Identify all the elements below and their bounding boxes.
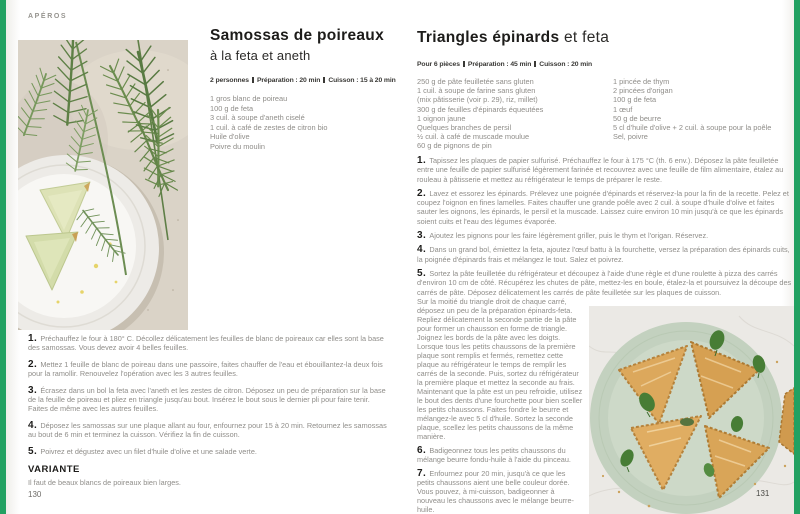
- ingredient-item: 100 g de feta: [613, 95, 657, 105]
- left-ingredients-list: [210, 94, 398, 152]
- prep-time: Préparation : 20 min: [256, 77, 321, 84]
- left-recipe-subtitle: à la feta et aneth: [210, 48, 311, 63]
- recipe-step: [417, 189, 794, 226]
- step-number: 4.: [28, 419, 38, 431]
- recipe-step: [28, 334, 389, 353]
- step-number: 5.: [28, 445, 38, 457]
- step-number: 3.: [28, 384, 38, 396]
- ingredient-item: 3 cuil. à soupe d'aneth ciselé: [210, 113, 305, 123]
- recipe-step: [28, 360, 389, 379]
- ingredient-item: 1 gros blanc de poireau: [210, 94, 288, 103]
- right-ingredients-col2: [613, 77, 794, 151]
- step-text: Préchauffez le four à 180° C. Décollez délicatement les feuilles de blanc de poireaux car elles sont la base des samossas. Vous devez avoir 4 belles feuilles.: [28, 334, 384, 353]
- right-recipe-meta: [417, 61, 794, 68]
- right-recipe-photo: [589, 306, 794, 514]
- section-label: APÉROS: [28, 13, 68, 20]
- recipe-step: [417, 446, 583, 464]
- servings: 2 personnes: [210, 77, 249, 84]
- variant-heading: VARIANTE: [28, 464, 80, 476]
- left-recipe-photo: [18, 40, 188, 330]
- ingredient-item: 5 cl d'huile d'olive + 2 cuil. à soupe pour la poêle: [613, 123, 772, 133]
- step-text: Poivrez et dégustez avec un filet d'huile d'olive et une salade verte.: [40, 446, 257, 456]
- step-number: 1.: [28, 333, 38, 344]
- right-ingredients-col1: [417, 77, 613, 151]
- meta-separator: [534, 61, 536, 67]
- ingredient-item: Poivre du moulin: [210, 141, 266, 151]
- step-number: 3.: [417, 230, 427, 242]
- title-light: et feta: [563, 29, 610, 46]
- ingredient-item: 1 oignon jaune: [417, 113, 466, 123]
- ingredient-item: Huile d'olive: [210, 132, 250, 142]
- step-text: Mettez 1 feuille de blanc de poireau dans une passoire, faites chauffer de l'eau et ébouillantez-la deux fois pour la ramollir. Renouvelez l'opération avec les 3 autres feuilles.: [28, 359, 383, 379]
- recipe-step: [28, 386, 389, 414]
- ingredient-item: 1 œuf: [613, 104, 633, 114]
- meta-separator: [323, 77, 325, 83]
- ingredient-item: 1 cuil. à café de zestes de citron bio: [210, 122, 328, 132]
- yield: Pour 6 pièces: [417, 61, 460, 68]
- step-text: Sortez la pâte feuilletée du réfrigérateur et découpez à l'aide d'une règle et d'une roulette à pizza des carrés d'environ 10 cm de côté. Récupérez les chutes de pâte, mettez-les en boule, étalez-la et poursuivez la découpe des carrés de pâte. Déposez délicatement les carrés de pâte feuilletée sur les plaques de cuisson.: [417, 268, 792, 297]
- ingredient-item: 100 g de feta: [210, 103, 254, 113]
- cook-time: Cuisson : 20 min: [539, 61, 593, 68]
- step-text: Badigeonnez tous les petits chaussons du mélange beurre fondu-huile à l'aide du pinceau.: [417, 445, 571, 464]
- title-bold: Triangles épinards: [417, 29, 560, 46]
- right-recipe-steps: [417, 156, 794, 514]
- left-recipe-steps: [28, 334, 389, 487]
- page-right: [400, 0, 794, 514]
- page-left: [6, 0, 400, 514]
- meta-separator: [252, 77, 254, 83]
- page-number-left: 130: [28, 490, 42, 499]
- steps-beside-photo: [417, 297, 583, 514]
- ingredient-item: Quelques branches de persil: [417, 123, 512, 133]
- page-number-right: 131: [756, 489, 770, 498]
- ingredient-item: 50 g de beurre: [613, 113, 662, 123]
- variant-text: Il faut de beaux blancs de poireaux bien larges.: [28, 478, 181, 488]
- recipe-step: [417, 269, 794, 297]
- ingredient-item: 1 pincée de thym: [613, 77, 670, 86]
- leek-samosas-photo-illustration: [18, 40, 188, 330]
- recipe-step: [417, 156, 794, 184]
- ingredient-item: Sel, poivre: [613, 132, 648, 142]
- variant-note: [28, 464, 389, 487]
- step-number: 7.: [417, 467, 427, 479]
- recipe-step-continuation: [417, 297, 583, 441]
- step-number: 2.: [28, 358, 38, 370]
- step-text: Écrasez dans un bol la feta avec l'aneth et les zestes de citron. Déposez un peu de préparation sur la base de la feuille de poireau et pliez en triangle jusqu'au bout. Insérez le bout sous le dernier pli pour faire tenir. Faites de même avec les autres feuilles.: [28, 385, 386, 414]
- cover-edge-right: [794, 0, 800, 514]
- step-text: Sur la moitié du triangle droit de chaque carré, déposez un peu de la préparation épinards-feta. Repliez délicatement la seconde partie de la pâte pour former un chausson en forme de triangle. Joignez les bords de la pâte avec les doigts. Lorsque tous les petits chaussons de la première plaque sont remplis et fermés, remettez cette plaque au réfrigérateur le temps de remplir les carrés de la seconde. Puis, sortez du réfrigérateur la première plaque et mettez la seconde au frais. Maintenant que la pâte est un peu refroidie, utilisez le bout des dents d'une fourchette pour bien sceller les petits chaussons. Faites fondre le beurre et mélangez-le avec 5 cl d'huile. Sortez la seconde plaque, scellez les petits chaussons de la même manière.: [417, 296, 583, 441]
- recipe-step: [417, 469, 583, 514]
- cook-time: Cuisson : 15 à 20 min: [328, 77, 396, 84]
- ingredient-item: (mix pâtisserie (voir p. 29), riz, millet): [417, 95, 538, 105]
- step-number: 1.: [417, 156, 427, 166]
- left-recipe-header: [210, 27, 398, 152]
- recipe-step: [417, 231, 794, 240]
- meta-separator: [463, 61, 465, 67]
- ingredient-item: 60 g de pignons de pin: [417, 141, 492, 151]
- step-text: Enfournez pour 20 min, jusqu'à ce que les petits chaussons aient une belle couleur dorée. Vous pouvez, à mi-cuisson, badigeonner à nouveau les chaussons avec le mélange beurre-huile.: [417, 468, 574, 514]
- ingredient-item: ½ cuil. à café de muscade moulue: [417, 132, 530, 142]
- ingredient-item: 250 g de pâte feuilletée sans gluten: [417, 77, 534, 86]
- right-recipe-title: [417, 29, 794, 47]
- recipe-step: [28, 447, 389, 456]
- ingredient-item: 1 cuil. à soupe de farine sans gluten: [417, 86, 536, 96]
- step-number: 5.: [417, 267, 427, 279]
- recipe-step: [417, 245, 794, 264]
- recipe-step: [28, 421, 389, 440]
- left-recipe-title: Samossas de poireaux: [210, 27, 384, 44]
- prep-time: Préparation : 45 min: [467, 61, 532, 68]
- step-text: Dans un grand bol, émiettez la feta, ajoutez l'œuf battu à la fourchette, versez la préparation des épinards cuits, la poignée d'épinards frais et mélangez le tout. Salez et poivrez.: [417, 245, 790, 264]
- step-text: Lavez et essorez les épinards. Prélevez une poignée d'épinards et réservez-la pour la fin de la recette. Pelez et coupez l'oignon en fines lamelles. Faites chauffer une grande poêle avec 2 cuil. à soupe d'huile d'olive et faites sauter les oignons, les épinards, le persil et la muscade. Laissez cuire environ 10 min jusqu'à ce que les épinards soient cuits et l'eau des légumes évaporée.: [417, 188, 789, 226]
- ingredient-item: 300 g de feuilles d'épinards équeutées: [417, 104, 544, 114]
- step-number: 2.: [417, 187, 427, 199]
- left-recipe-meta: [210, 77, 398, 84]
- right-ingredients: [417, 77, 794, 151]
- step-text: Ajoutez les pignons pour les faire légèrement griller, puis le thym et l'origan. Réservez.: [429, 231, 709, 241]
- right-recipe-header: [417, 29, 794, 151]
- spinach-triangles-photo-illustration: [589, 306, 794, 514]
- ingredient-item: 2 pincées d'origan: [613, 86, 673, 96]
- step-text: Tapissez les plaques de papier sulfurisé. Préchauffez le four à 175 °C (th. 6 env.). Déposez la pâte feuilletée entre une feuille de papier sulfurisé légèrement farinée et recouvrez avec une feuille de film alimentaire, étalez au rouleau à pâtisserie et mettez au réfrigérateur le temps de préparer le reste.: [417, 156, 784, 184]
- step-text: Déposez les samossas sur une plaque allant au four, enfournez pour 15 à 20 min. Retournez les samossas au bout de 6 min et terminez la cuisson. Vérifiez la fin de cuisson.: [28, 420, 387, 440]
- step-number: 4.: [417, 244, 427, 256]
- step-number: 6.: [417, 444, 427, 456]
